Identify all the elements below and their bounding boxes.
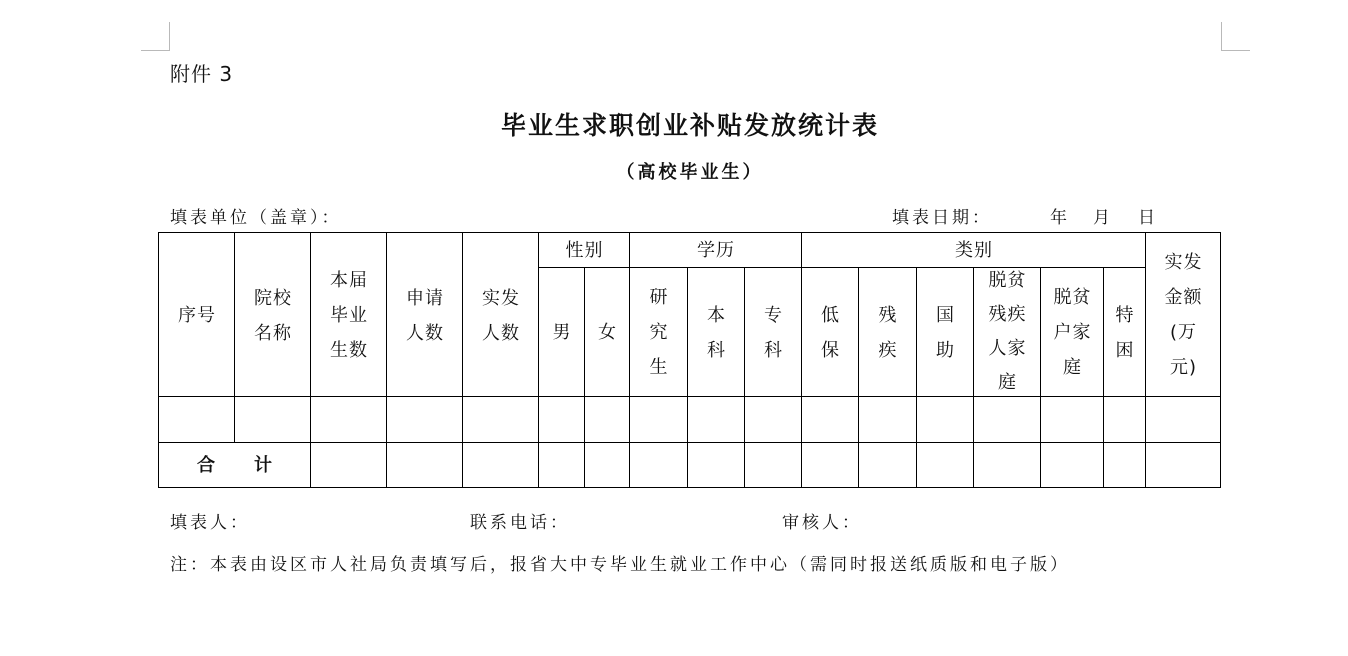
data-cell [801,396,859,443]
group-category-cell [801,232,1146,268]
header-school: 院校 名称 [254,288,292,344]
header-low-income-cell [801,267,859,397]
data-cell [687,396,745,443]
document-subtitle: （高校毕业生） [616,162,764,183]
data-cell [234,396,311,443]
header-junior-college-cell [744,267,802,397]
total-cell [973,442,1041,488]
header-poverty-household: 脱贫 户家 庭 [1053,287,1092,378]
header-low-income: 低 保 [821,305,840,361]
total-cell [538,442,585,488]
total-cell [687,442,745,488]
data-cell [1145,396,1221,443]
data-cell [744,396,802,443]
total-cell [1145,442,1221,488]
group-education-cell [629,232,802,268]
fill-date-label: 填表日期： [892,208,992,228]
header-poverty-disabled-family-cell [973,267,1041,397]
data-cell [629,396,688,443]
header-male: 男 [552,322,572,343]
date-day-label: 日 [1138,208,1158,228]
group-gender: 性别 [565,240,604,261]
total-cell [629,442,688,488]
header-grad-student-cell [629,267,688,397]
header-male-cell [538,267,585,397]
data-cell [973,396,1041,443]
header-grads: 本届 毕业 生数 [330,270,368,361]
date-year-label: 年 [1050,208,1070,228]
total-cell [386,442,463,488]
header-applicants: 申请 人数 [406,288,444,344]
total-cell [744,442,802,488]
header-applicants-cell [386,232,463,397]
header-seq-cell [158,232,235,397]
header-female-cell [584,267,630,397]
header-state-aid-cell [916,267,974,397]
header-female: 女 [598,322,617,343]
data-cell [158,396,235,443]
total-cell [584,442,630,488]
filler-label: 填表人： [170,513,250,533]
total-cell [858,442,917,488]
header-state-aid: 国 助 [936,305,955,361]
data-cell [858,396,917,443]
data-cell [584,396,630,443]
header-special-hardship-cell [1103,267,1146,397]
header-grad-student: 研 究 生 [649,287,669,378]
data-cell [386,396,463,443]
header-seq: 序号 [178,305,216,326]
header-undergrad-cell [687,267,745,397]
header-special-hardship: 特 困 [1115,305,1135,361]
total-label-cell [158,442,311,488]
data-cell [462,396,539,443]
header-school-cell [234,232,311,397]
data-cell [1040,396,1104,443]
data-cell [916,396,974,443]
data-cell [538,396,585,443]
data-cell [310,396,387,443]
group-category: 类别 [955,240,993,261]
group-gender-cell [538,232,630,268]
header-undergrad: 本 科 [707,305,726,361]
fill-unit-label: 填表单位（盖章）： [170,208,342,228]
header-actual-count-cell [462,232,539,397]
total-cell [462,442,539,488]
crop-mark-top-right [1221,22,1250,51]
header-junior-college: 专 科 [764,305,783,361]
header-disabled: 残 疾 [878,305,898,361]
phone-label: 联系电话： [470,513,570,533]
header-poverty-disabled-family: 脱贫 残疾 人家 庭 [988,270,1027,393]
data-cell [1103,396,1146,443]
header-grads-cell [310,232,387,397]
group-education: 学历 [697,240,735,261]
total-cell [310,442,387,488]
header-poverty-household-cell [1040,267,1104,397]
crop-mark-top-left [141,22,170,51]
date-month-label: 月 [1093,208,1113,228]
total-cell [916,442,974,488]
total-cell [801,442,859,488]
attachment-label: 附件 3 [170,62,234,86]
header-amount: 实发 金额 (万 元) [1164,252,1203,378]
total-label: 合 计 [197,455,273,476]
document-title: 毕业生求职创业补贴发放统计表 [500,111,879,140]
total-cell [1103,442,1146,488]
header-actual-count: 实发 人数 [482,288,520,344]
footnote: 注：本表由设区市人社局负责填写后，报省大中专毕业生就业工作中心（需同时报送纸质版和电子版） [170,555,1070,575]
total-cell [1040,442,1104,488]
reviewer-label: 审核人： [782,513,862,533]
header-amount-cell [1145,232,1221,397]
header-disabled-cell [858,267,917,397]
statistics-table [159,233,1221,488]
